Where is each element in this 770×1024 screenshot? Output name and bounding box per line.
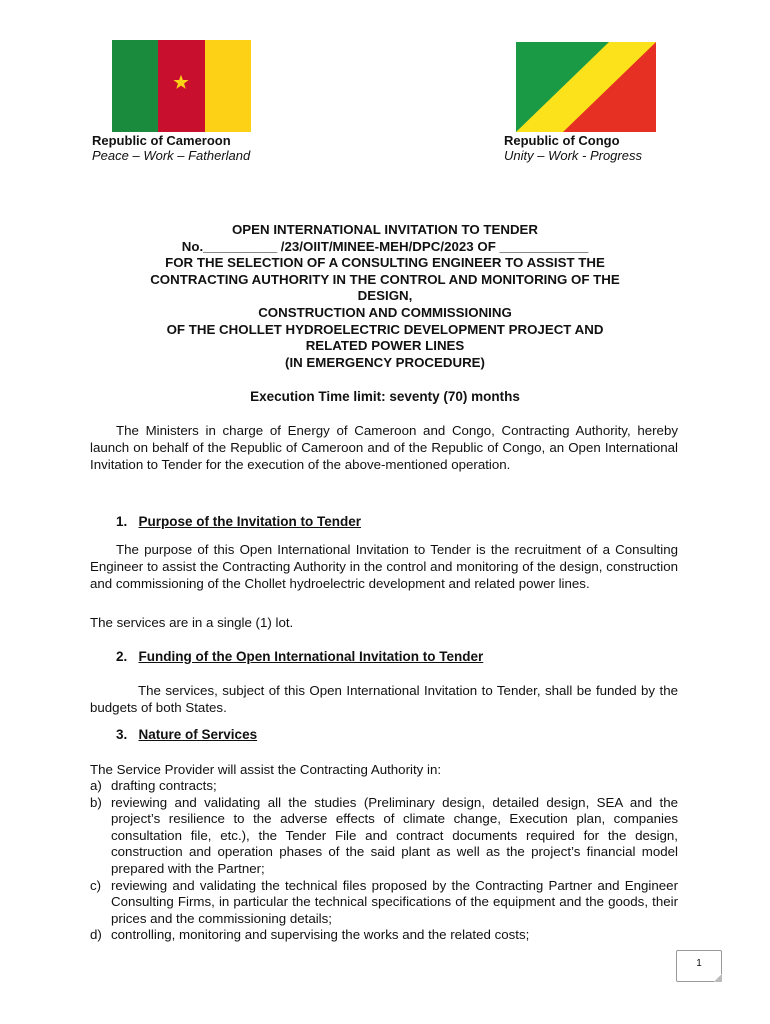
section-1-paragraph: The purpose of this Open International Invitation to Tender is the recruitment of a Consulting Engineer to assist the Contracting Authority in the control and monitoring of the design, construction and commissioning of the Chollet hydroelectric development and related power lines.	[90, 542, 678, 591]
title-line-6: CONSTRUCTION AND COMMISSIONING	[258, 304, 512, 320]
section-1-heading	[116, 514, 361, 529]
list-marker: d)	[90, 927, 102, 943]
title-line-7: OF THE CHOLLET HYDROELECTRIC DEVELOPMENT PROJECT AND	[166, 321, 604, 337]
section-3-intro: The Service Provider will assist the Contracting Authority in:	[90, 762, 442, 777]
right-motto: Unity – Work - Progress	[504, 148, 642, 163]
list-item-text: reviewing and validating all the studies (Preliminary design, detailed design, SEA and the project’s resilience to the adverse effects of climate change, Execution plan, companies consultation file, etc.), the Tender File and contract documents required for the design, construction and operation phases of the said plant as well as the project’s financial model prepared with the Partner;	[111, 794, 678, 876]
title-line-2: No.__________ /23/OIIT/MINEE-MEH/DPC/2023 OF ____________	[181, 238, 589, 254]
title-line-8: RELATED POWER LINES	[305, 338, 465, 354]
section-1-title: Purpose of the Invitation to Tender	[138, 514, 362, 529]
title-line-9: (IN EMERGENCY PROCEDURE)	[285, 354, 485, 370]
section-2-paragraph: The services, subject of this Open International Invitation to Tender, shall be funded by the budgets of both States.	[90, 683, 678, 715]
section-3-title: Nature of Services	[138, 727, 258, 742]
page-number: 1	[676, 950, 722, 982]
document-title	[80, 222, 690, 371]
list-item-text: reviewing and validating the technical files proposed by the Contracting Partner and Engineer Consulting Firms, in particular the technical specifications of the equipment and the goods, their prices and the commissioning details;	[111, 877, 678, 926]
list-marker: c)	[90, 877, 102, 893]
title-line-1: OPEN INTERNATIONAL INVITATION TO TENDER	[231, 222, 539, 237]
cameroon-flag	[112, 40, 251, 132]
list-item	[90, 795, 678, 878]
congo-flag	[516, 42, 656, 132]
list-item	[90, 778, 678, 795]
list-marker: b)	[90, 794, 102, 810]
section-2-number: 2.	[116, 649, 128, 664]
title-line-3: FOR THE SELECTION OF A CONSULTING ENGINEER TO ASSIST THE	[165, 255, 605, 271]
services-list	[90, 778, 678, 944]
title-line-4: CONTRACTING AUTHORITY IN THE CONTROL AND MONITORING OF THE	[150, 271, 620, 287]
list-item	[90, 927, 678, 944]
list-item-text: drafting contracts;	[111, 778, 217, 793]
right-country-name: Republic of Congo	[504, 133, 620, 148]
section-1-number: 1.	[116, 514, 128, 529]
list-marker: a)	[90, 778, 102, 793]
list-item-text: controlling, monitoring and supervising the works and the related costs;	[111, 927, 530, 943]
intro-paragraph: The Ministers in charge of Energy of Cameroon and Congo, Contracting Authority, hereby launch on behalf of the Republic of Cameroon and of the Republic of Congo, an Open International Invitation to Tender for the execution of the above-mentioned operation.	[90, 423, 678, 472]
flag-band-red	[158, 40, 204, 132]
section-1-lot-note: The services are in a single (1) lot.	[90, 615, 294, 630]
left-motto: Peace – Work – Fatherland	[92, 148, 251, 163]
execution-time-limit: Execution Time limit: seventy (70) months	[250, 389, 520, 404]
section-3-heading	[116, 727, 257, 742]
flag-band-green	[112, 40, 158, 132]
title-line-5: DESIGN,	[357, 288, 413, 304]
list-item	[90, 878, 678, 928]
section-2-heading	[116, 649, 483, 664]
section-3-number: 3.	[116, 727, 128, 742]
section-2-title: Funding of the Open International Invitation to Tender	[138, 649, 484, 664]
congo-flag-graphic	[516, 42, 656, 132]
left-country-name: Republic of Cameroon	[92, 133, 231, 148]
flag-band-yellow	[205, 40, 251, 132]
star-icon	[173, 74, 189, 90]
